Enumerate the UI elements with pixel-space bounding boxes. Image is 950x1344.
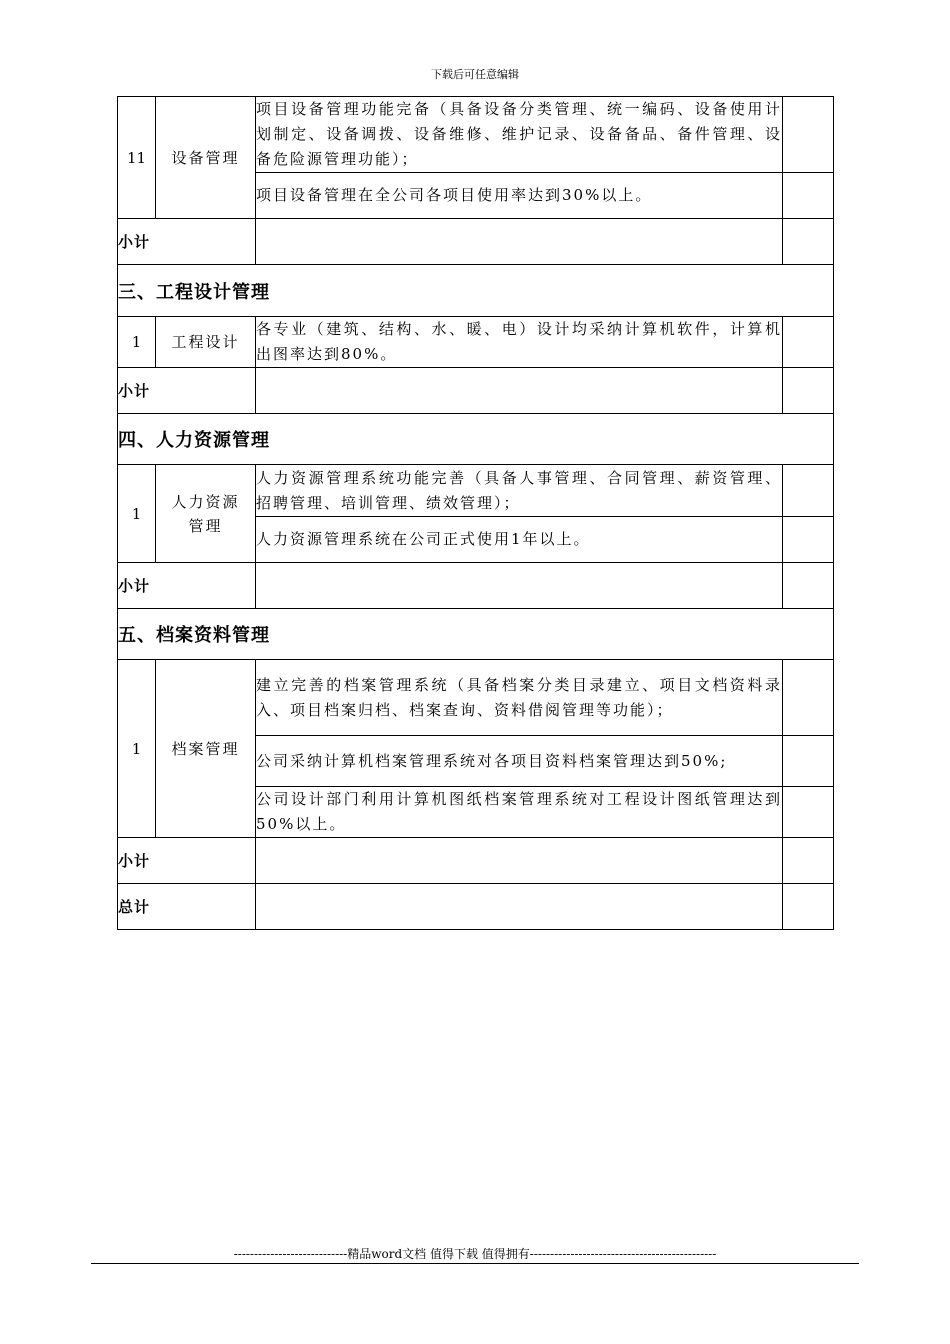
score-table (117, 96, 834, 930)
section-title: 三、工程设计管理 (118, 265, 834, 317)
criterion-text: 人力资源管理系统在公司正式使用1年以上。 (256, 517, 783, 563)
score-cell (783, 838, 834, 884)
subtotal-row (118, 838, 834, 884)
score-cell (783, 563, 834, 609)
table-row (118, 97, 834, 173)
subtotal-label: 小计 (118, 368, 256, 414)
subtotal-value (256, 219, 783, 265)
score-cell (783, 517, 834, 563)
score-cell (783, 97, 834, 173)
score-cell (783, 787, 834, 838)
subtotal-label: 小计 (118, 563, 256, 609)
subtotal-value (256, 368, 783, 414)
row-number: 1 (118, 317, 156, 368)
item-name: 档案管理 (156, 660, 256, 838)
item-name: 人力资源管理 (156, 465, 256, 563)
score-cell (783, 317, 834, 368)
criterion-text: 项目设备管理功能完备（具备设备分类管理、统一编码、设备使用计划制定、设备调拨、设备维修、维护记录、设备备品、备件管理、设备危险源管理功能）； (256, 97, 783, 173)
score-cell (783, 884, 834, 930)
subtotal-value (256, 838, 783, 884)
row-number: 1 (118, 465, 156, 563)
subtotal-row (118, 219, 834, 265)
table-row (118, 317, 834, 368)
total-value (256, 884, 783, 930)
item-name: 工程设计 (156, 317, 256, 368)
row-number: 11 (118, 97, 156, 219)
total-label: 总计 (118, 884, 256, 930)
score-cell (783, 219, 834, 265)
section-row (118, 265, 834, 317)
footer-rule (91, 1263, 859, 1264)
criterion-text: 建立完善的档案管理系统（具备档案分类目录建立、项目文档资料录入、项目档案归档、档案查询、资料借阅管理等功能）； (256, 660, 783, 736)
criterion-text: 各专业（建筑、结构、水、暖、电）设计均采纳计算机软件，计算机出图率达到80%。 (256, 317, 783, 368)
section-title: 四、人力资源管理 (118, 414, 834, 465)
score-cell (783, 173, 834, 219)
score-cell (783, 368, 834, 414)
score-cell (783, 465, 834, 517)
page-header: 下载后可任意编辑 (431, 68, 519, 81)
row-number: 1 (118, 660, 156, 838)
section-row (118, 414, 834, 465)
total-row (118, 884, 834, 930)
criterion-text: 公司设计部门利用计算机图纸档案管理系统对工程设计图纸管理达到50%以上。 (256, 787, 783, 838)
subtotal-value (256, 563, 783, 609)
score-cell (783, 736, 834, 787)
section-row (118, 609, 834, 660)
score-cell (783, 660, 834, 736)
subtotal-label: 小计 (118, 838, 256, 884)
criterion-text: 人力资源管理系统功能完善（具备人事管理、合同管理、薪资管理、招聘管理、培训管理、绩效管理）； (256, 465, 783, 517)
subtotal-row (118, 563, 834, 609)
table-row (118, 465, 834, 517)
criterion-text: 项目设备管理在全公司各项目使用率达到30%以上。 (256, 173, 783, 219)
criterion-text: 公司采纳计算机档案管理系统对各项目资料档案管理达到50%; (256, 736, 783, 787)
item-name: 设备管理 (156, 97, 256, 219)
subtotal-row (118, 368, 834, 414)
section-title: 五、档案资料管理 (118, 609, 834, 660)
table-row (118, 660, 834, 736)
page-footer: ----------------------------精品word文档 值得下载 值得拥有---------------------------------------------- (233, 1247, 717, 1261)
subtotal-label: 小计 (118, 219, 256, 265)
